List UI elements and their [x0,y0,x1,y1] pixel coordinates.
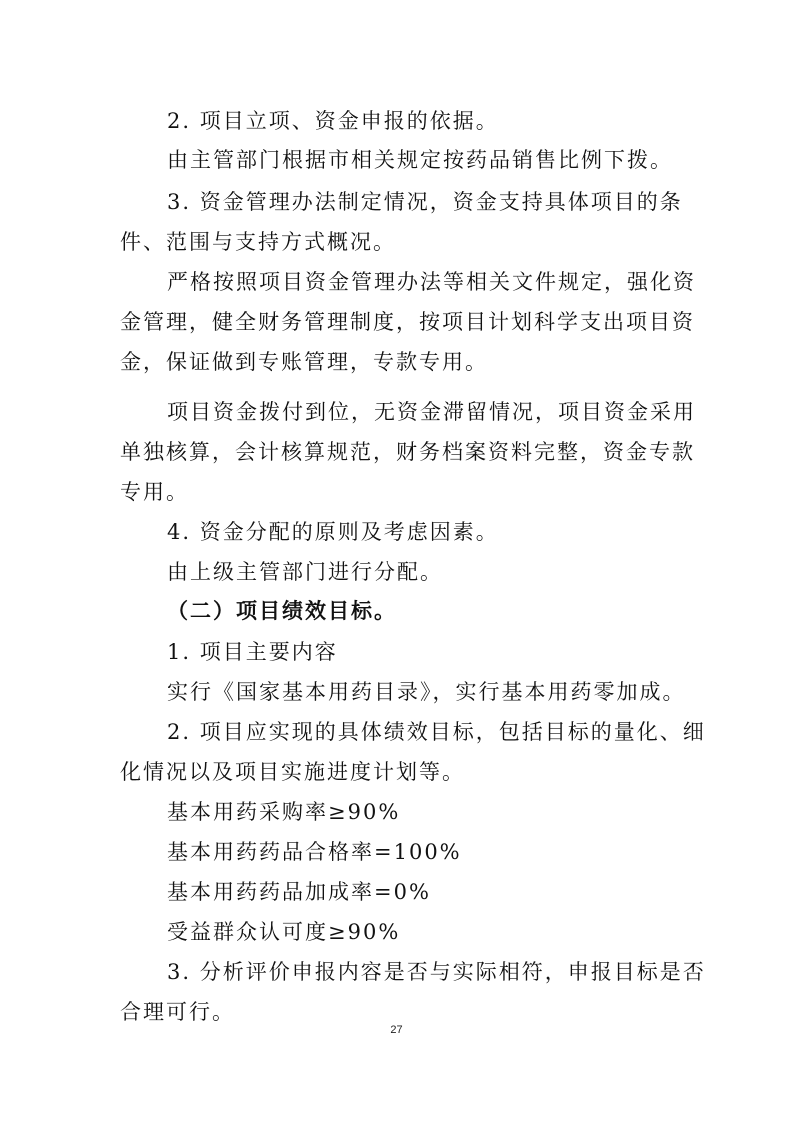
paragraph-basis-heading: 2. 项目立项、资金申报的依据。 [167,109,499,133]
paragraph-fund-management-heading-cont: 件、范围与支持方式概况。 [120,230,396,254]
paragraph-basis-text: 由主管部门根据市相关规定按药品销售比例下拨。 [167,148,673,172]
paragraph-fund-management-heading: 3. 资金管理办法制定情况，资金支持具体项目的条 [167,190,683,214]
page-number: 27 [390,1024,403,1036]
paragraph-content-heading: 1. 项目主要内容 [167,640,338,664]
paragraph-targets-heading: 2. 项目应实现的具体绩效目标，包括目标的量化、细 [167,720,706,744]
paragraph-disbursement-text-1: 项目资金拨付到位，无资金滞留情况，项目资金采用 [167,400,696,424]
target-procurement-rate: 基本用药采购率≥90% [167,800,401,824]
target-qualification-rate: 基本用药药品合格率=100% [167,840,462,864]
paragraph-targets-heading-cont: 化情况以及项目实施进度计划等。 [120,760,465,784]
target-satisfaction-rate: 受益群众认可度≥90% [167,920,401,944]
paragraph-management-text-2: 金管理，健全财务管理制度，按项目计划科学支出项目资 [120,310,695,334]
paragraph-management-text-3: 金，保证做到专账管理，专款专用。 [120,350,488,374]
paragraph-allocation-text: 由上级主管部门进行分配。 [167,560,443,584]
paragraph-content-text: 实行《国家基本用药目录》，实行基本用药零加成。 [167,680,686,704]
target-markup-rate: 基本用药药品加成率=0% [167,880,431,904]
paragraph-disbursement-text-3: 专用。 [120,480,189,504]
section-heading-performance-goals: （二）项目绩效目标。 [167,598,397,623]
paragraph-management-text-1: 严格按照项目资金管理办法等相关文件规定，强化资 [167,270,696,294]
paragraph-evaluation-heading: 3. 分析评价申报内容是否与实际相符，申报目标是否 [167,960,706,984]
paragraph-allocation-heading: 4. 资金分配的原则及考虑因素。 [167,520,499,544]
paragraph-evaluation-heading-cont: 合理可行。 [120,1000,235,1024]
paragraph-disbursement-text-2: 单独核算，会计核算规范，财务档案资料完整，资金专款 [120,440,695,464]
